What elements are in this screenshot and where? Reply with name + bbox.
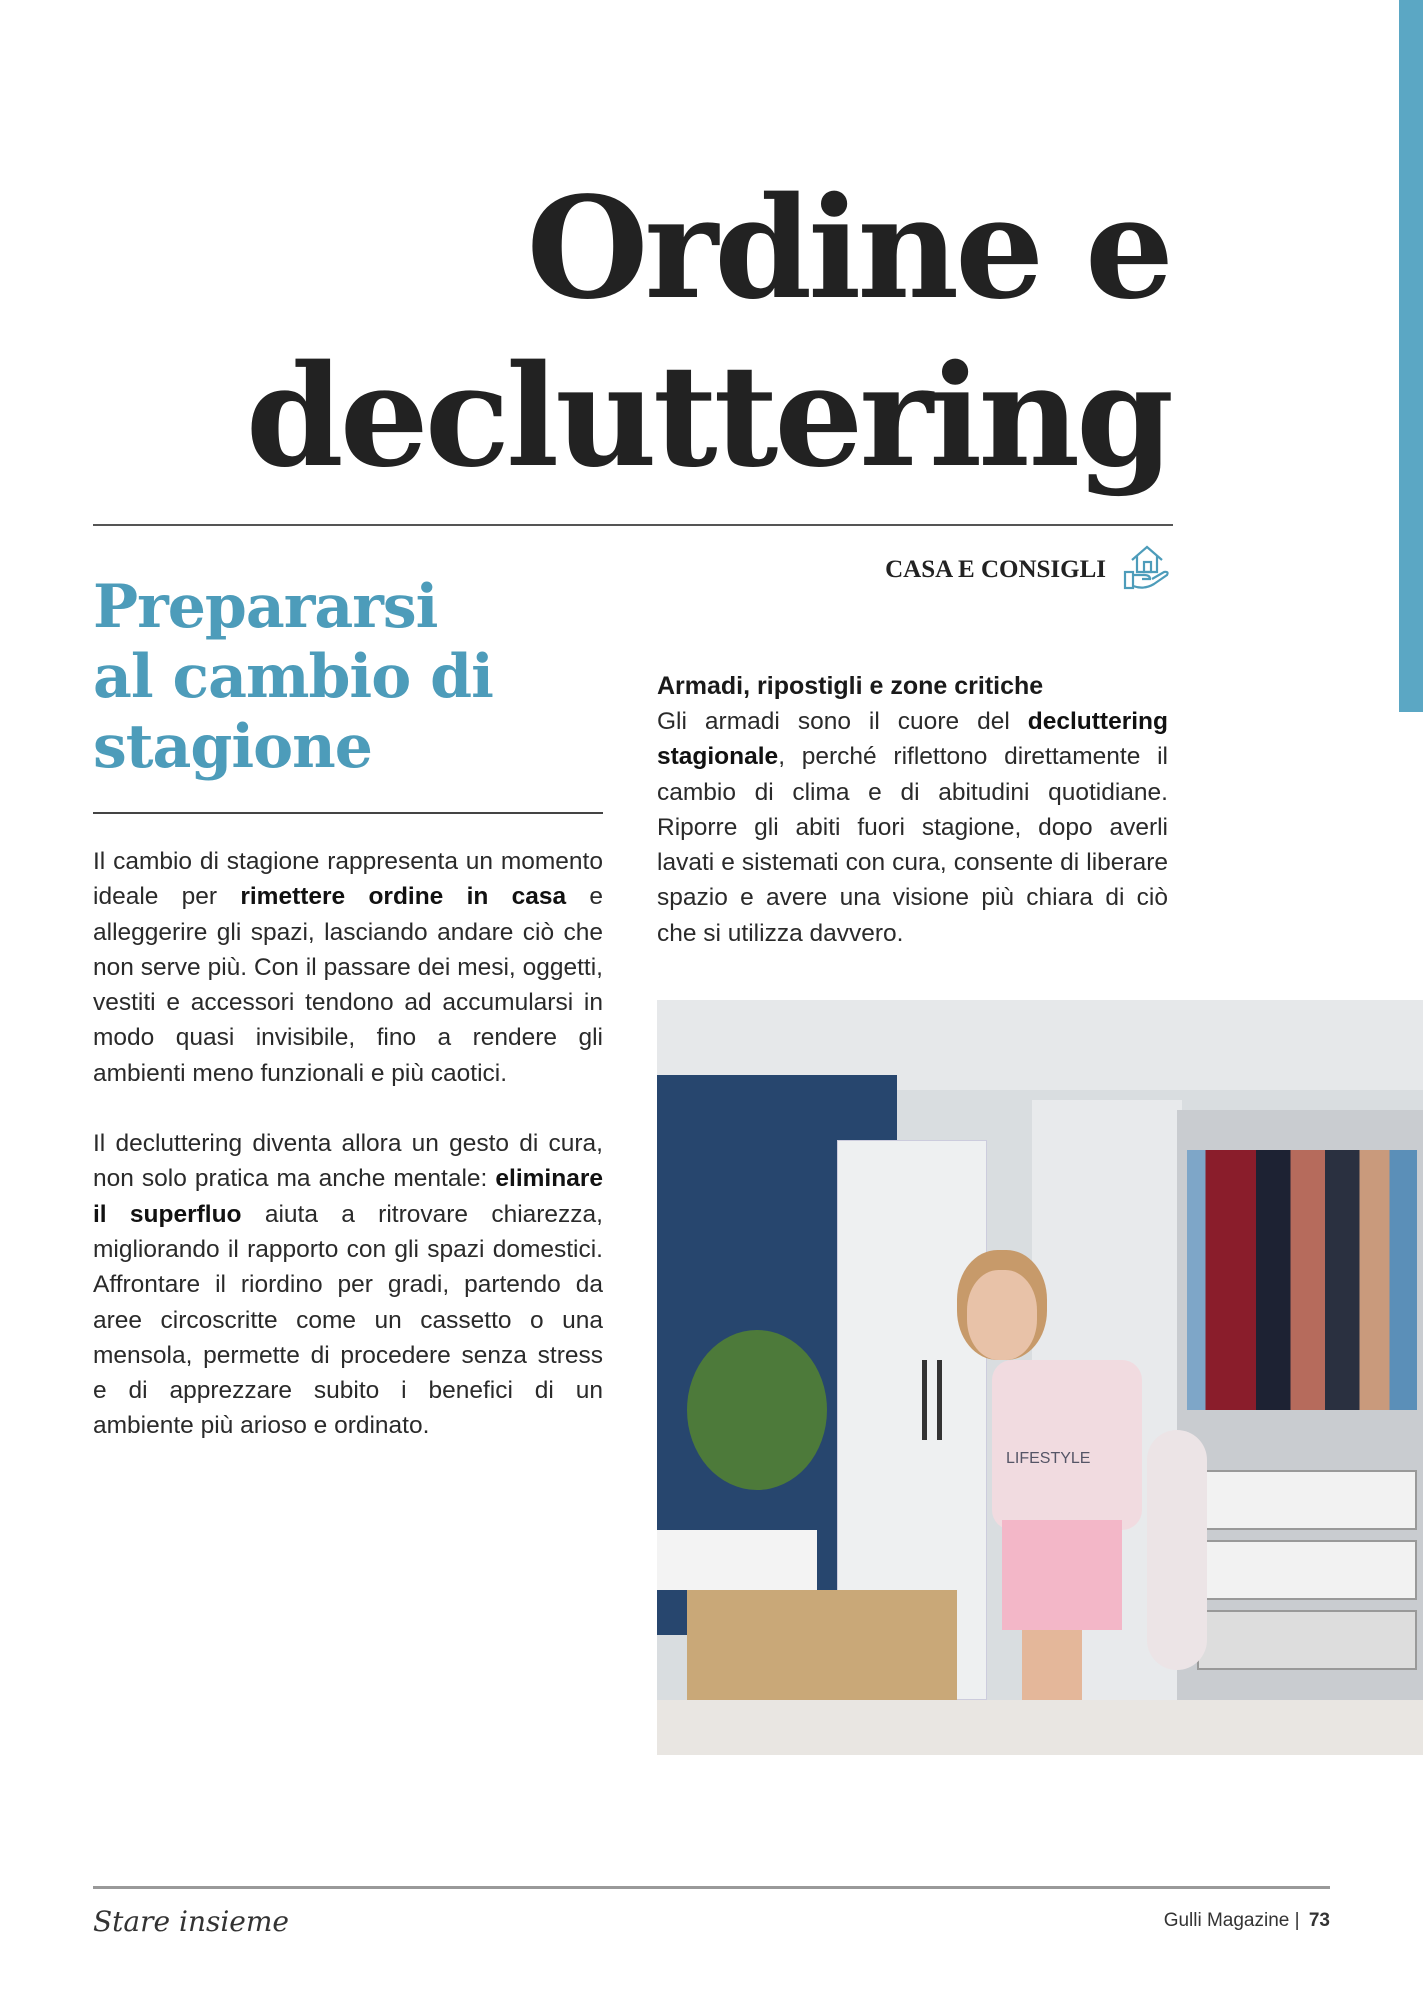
divider <box>93 524 1173 526</box>
section-label: CASA E CONSIGLI <box>885 556 1106 583</box>
divider <box>93 812 603 814</box>
paragraph: Il decluttering diventa allora un gesto di cura, non solo pratica ma anche mentale: eliminare il superfluo aiuta a ritrovare chiarezza, migliorando il rapporto con gli spazi domestici. Affrontare il riordino per gradi, partendo da aree circoscritte come un cassetto o una mensola, permette di procedere senza stress e di apprezzare subito i benefici di un ambiente più arioso e ordinato. <box>93 1130 603 1440</box>
accent-bar <box>1399 0 1423 712</box>
house-in-hand-icon <box>1122 542 1172 592</box>
wardrobe-photo <box>657 1000 1423 1755</box>
shirt-print: LIFESTYLE <box>992 1360 1142 1530</box>
right-column <box>657 669 1168 986</box>
page-number: 73 <box>1308 1910 1330 1931</box>
column-heading: Armadi, ripostigli e zone critiche <box>657 672 1044 700</box>
paragraph: Il cambio di stagione rappresenta un momento ideale per rimettere ordine in casa e alleggerire gli spazi, lasciando andare ciò che non serve più. Con il passare dei mesi, oggetti, vestiti e accessori tendono ad accumularsi in modo quasi invisibile, fino a rendere gli ambienti meno funzionali e più caotici. <box>93 848 603 1087</box>
paragraph: Gli armadi sono il cuore del decluttering stagionale, perché riflettono direttamente il cambio di clima e di abitudini quotidiane. Riporre gli abiti fuori stagione, dopo averli lavati e sistemati con cura, consente di liberare spazio e avere una visione più chiara di ciò che si utilizza davvero. <box>657 708 1168 947</box>
footer-divider <box>93 1886 1330 1889</box>
footer-page-info: Gulli Magazine | 73 <box>1163 1910 1330 1931</box>
left-column <box>93 844 603 1479</box>
article-subheading: Prepararsi al cambio di stagione <box>93 572 493 782</box>
page-title: Ordine e decluttering <box>245 167 1170 499</box>
footer-section: Stare insieme <box>93 1905 289 1938</box>
